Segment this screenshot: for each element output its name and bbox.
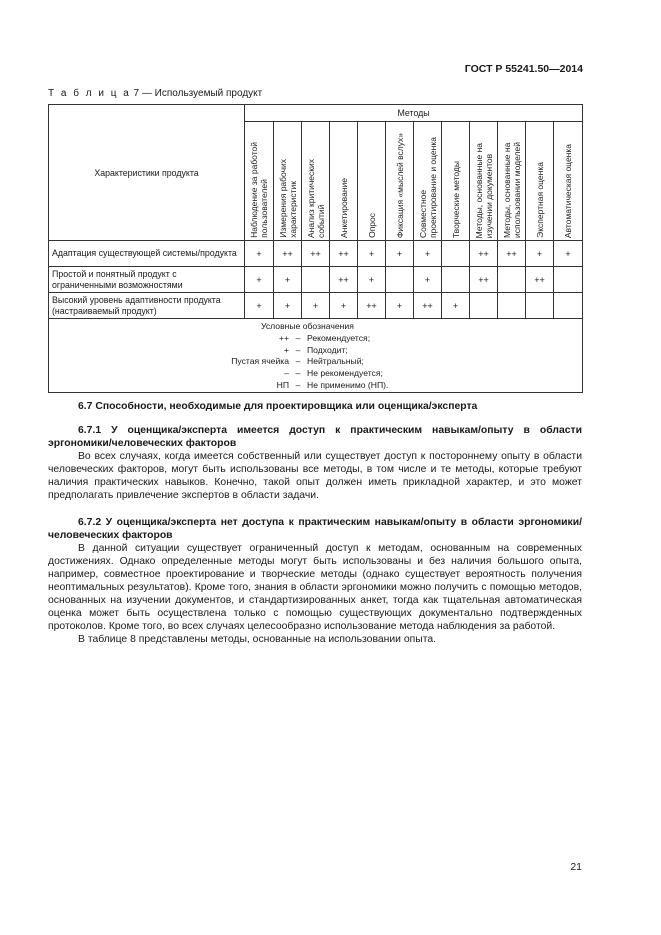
table-cell: ++ xyxy=(470,241,498,267)
row-label: Простой и понятный продукт с ограниченными возможностями xyxy=(49,267,245,293)
column-header xyxy=(554,122,583,241)
table-cell xyxy=(470,293,498,319)
legend-item xyxy=(49,333,582,345)
legend-symbol: Пустая ячейка xyxy=(231,356,289,367)
column-header-label: Творческие методы xyxy=(450,160,461,238)
legend xyxy=(49,321,582,392)
table-cell: + xyxy=(302,293,330,319)
table-cell: ++ xyxy=(526,267,554,293)
table-cell: + xyxy=(358,267,386,293)
table-cell: ++ xyxy=(302,241,330,267)
table-cell: + xyxy=(386,241,414,267)
column-header xyxy=(526,122,554,241)
legend-dash: – xyxy=(295,379,301,390)
column-header xyxy=(470,122,498,241)
legend-dash: – xyxy=(295,344,301,355)
section-heading-text: 6.7 Способности, необходимые для проектировщика или оценщика/эксперта xyxy=(78,401,478,412)
table-cell: + xyxy=(245,267,274,293)
column-header xyxy=(274,122,302,241)
legend-text: Рекомендуется; xyxy=(307,332,371,343)
legend-item xyxy=(49,345,582,357)
column-header-label: Опрос xyxy=(366,213,377,238)
paragraph: В данной ситуации существует ограниченный доступ к методам, основанным на современных достижениях. Однако определенные методы могут быть использованы и без наличия большого опыта, например, совместное проектирование и творческие методы (однако существует вероятность получения неоптимальных результатов). Кроме того, знания в области эргономики можно получить с помощью методов, основанных на изучении документов, и стандартизированных анкет, тогда как тщательная автоматическая оценка может быть осуществлена только с помощью существующих документально подтвержденных протоколов. Кроме того, во всех случаях целесообразно использование метода наблюдения за работой. xyxy=(48,543,582,632)
column-header xyxy=(442,122,470,241)
table-cell: + xyxy=(554,241,583,267)
legend-symbol: ++ xyxy=(278,332,289,343)
methods-table xyxy=(48,104,583,393)
section-heading-6-7-2: 6.7.2 У оценщика/эксперта нет доступа к практическим навыкам/опыту в области эргономики/человеческих факторов xyxy=(48,517,582,541)
table-cell xyxy=(302,267,330,293)
table-cell: ++ xyxy=(274,241,302,267)
table-cell: + xyxy=(442,293,470,319)
paragraph: Во всех случаях, когда имеется собственный или существует доступ к постороннему опыту в области человеческих факторов, могут быть использованы все методы, в том числе и те методы, которые требуют наличия практических навыков. Конечно, такой опыт должен иметь прикладной характер, и это может предполагать привлечение экспертов в области задачи. xyxy=(48,451,582,501)
column-header-label: Измерения рабочих характеристик xyxy=(277,159,298,238)
methods-header: Методы xyxy=(245,105,583,122)
table-cell xyxy=(498,293,526,319)
table-cell xyxy=(386,267,414,293)
table-cell: + xyxy=(358,241,386,267)
legend-dash: – xyxy=(295,332,301,343)
section-heading-6-7 xyxy=(48,400,582,413)
section-6-7-2 xyxy=(48,516,582,646)
table-cell: + xyxy=(330,293,358,319)
legend-text: Не применимо (НП). xyxy=(307,379,389,390)
table-caption-prefix: Т а б л и ц а xyxy=(48,88,131,99)
table-row xyxy=(49,267,583,293)
table-cell: + xyxy=(274,267,302,293)
column-header xyxy=(358,122,386,241)
section-6-7-1 xyxy=(48,424,582,502)
table-cell: + xyxy=(245,241,274,267)
column-header xyxy=(302,122,330,241)
table-cell: + xyxy=(274,293,302,319)
table-cell: ++ xyxy=(330,241,358,267)
table-cell: ++ xyxy=(498,241,526,267)
table-row xyxy=(49,293,583,319)
legend-dash: – xyxy=(295,356,301,367)
legend-text: Не рекомендуется; xyxy=(307,368,383,379)
legend-symbol: – xyxy=(284,368,289,379)
column-header-label: Анкетирование xyxy=(338,177,349,238)
table-caption-title: 7 — Используемый продукт xyxy=(130,88,263,99)
paragraph: В таблице 8 представлены методы, основанные на использовании опыта. xyxy=(78,634,437,645)
column-header-label: Автоматическая оценка xyxy=(563,143,574,238)
table-cell: ++ xyxy=(358,293,386,319)
legend-dash: – xyxy=(295,368,301,379)
table-cell: ++ xyxy=(330,267,358,293)
legend-text: Подходит; xyxy=(307,344,348,355)
table-row xyxy=(49,241,583,267)
table-cell xyxy=(526,293,554,319)
column-header xyxy=(386,122,414,241)
table-cell: ++ xyxy=(414,293,442,319)
legend-symbol: НП xyxy=(276,379,289,390)
column-header-label: Методы, основанные на изучении документов xyxy=(473,142,494,238)
table-cell: + xyxy=(414,241,442,267)
column-header xyxy=(245,122,274,241)
column-header-label: Экспертная оценка xyxy=(534,162,545,238)
table-cell: ++ xyxy=(470,267,498,293)
row-label: Высокий уровень адаптивности продукта (настраиваемый продукт) xyxy=(49,293,245,319)
legend-item xyxy=(49,380,582,392)
row-label: Адаптация существующей системы/продукта xyxy=(49,241,245,267)
column-header xyxy=(414,122,442,241)
section-heading-6-7-1: 6.7.1 У оценщика/эксперта имеется доступ к практическим навыкам/опыту в области эргономики/человеческих факторов xyxy=(48,425,582,449)
column-header-label: Совместное проектирование и оценка xyxy=(417,136,438,238)
column-header-label: Анализ критических событий xyxy=(305,158,326,238)
column-header-label: Фиксация «мыслей вслух» xyxy=(394,132,405,238)
legend-title: Условные обозначения xyxy=(261,321,354,331)
table-cell: + xyxy=(386,293,414,319)
column-header-label: Методы, основанные на использовании моделей xyxy=(501,142,522,238)
table-cell: + xyxy=(245,293,274,319)
document-id: ГОСТ Р 55241.50—2014 xyxy=(464,63,583,75)
legend-item xyxy=(49,368,582,380)
column-header xyxy=(330,122,358,241)
table-caption xyxy=(48,88,262,99)
legend-text: Нейтральный; xyxy=(307,356,364,367)
column-header xyxy=(498,122,526,241)
table-cell xyxy=(442,267,470,293)
column-header-label: Наблюдение за работой пользователей xyxy=(249,142,269,238)
table-cell: + xyxy=(414,267,442,293)
page-number: 21 xyxy=(570,861,582,873)
table-cell xyxy=(554,293,583,319)
table-cell xyxy=(442,241,470,267)
legend-symbol: + xyxy=(283,344,289,355)
table-cell xyxy=(498,267,526,293)
legend-cell xyxy=(49,319,583,393)
characteristics-header: Характеристики продукта xyxy=(49,105,245,241)
legend-item xyxy=(49,356,582,368)
table-cell xyxy=(554,267,583,293)
table-cell: + xyxy=(526,241,554,267)
